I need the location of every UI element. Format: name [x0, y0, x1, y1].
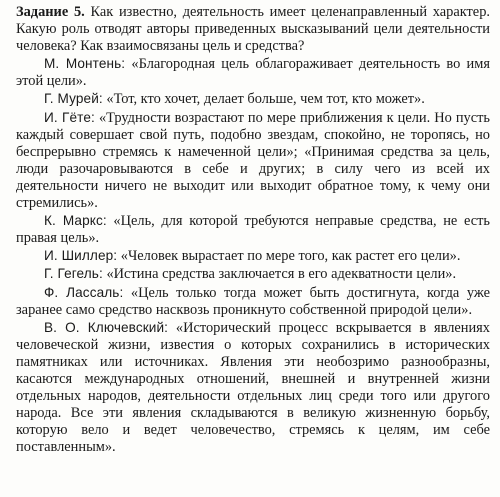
- quote-author: И. Шиллер:: [44, 248, 118, 264]
- quote-text: «Исторический процесс вскрывается в явлениях человеческой жизни, известия о которых сохранились в исторических памятниках или источниках. Явления эти необозримо разнообразны, касаются международных отношений, внешней и внутренней жизни отдельных народов, деятельности отдельных лиц среди того или другого народа. Все эти явления складываются в великую жизненную борьбу, которую вело и ведет человечество, стремясь к целям, им себе поставленным».: [16, 319, 490, 456]
- quote-author: К. Маркс:: [44, 213, 107, 229]
- quote-marx: [16, 212, 490, 247]
- quote-montaigne: [16, 55, 490, 90]
- quote-author: И. Гёте:: [44, 109, 95, 125]
- quote-text: «Человек вырастает по мере того, как растет его цели».: [120, 248, 461, 265]
- quote-text: «Истина средства заключается в его адекватности цели».: [106, 266, 457, 283]
- quote-text: «Цель только тогда может быть достигнута, когда уже заранее само средство насквозь проникнуто собственной природой цели».: [16, 284, 490, 318]
- task-paragraph: [16, 4, 490, 55]
- quote-text: «Цель, для которой требуются неправые средства, не есть правая цель».: [16, 213, 490, 247]
- quote-lassalle: [16, 284, 490, 319]
- quote-author: Г. Гегель:: [44, 266, 103, 282]
- quote-goethe: [16, 109, 490, 213]
- quote-schiller: [16, 247, 490, 265]
- quote-author: М. Монтень:: [44, 56, 126, 72]
- quote-author: Ф. Лассаль:: [44, 284, 124, 300]
- task-text: Как известно, деятельность имеет целенаправленный характер. Какую роль отводят авторы приведенных высказываний цели деятельности человека? Как взаимосвязаны цель и средства?: [16, 4, 490, 55]
- quote-text: «Благородная цель облагораживает деятельность во имя этой цели».: [16, 56, 490, 90]
- quote-text: «Тот, кто хочет, делает больше, чем тот, кто может».: [106, 91, 425, 108]
- quote-hegel: [16, 265, 490, 283]
- quote-text: «Трудности возрастают по мере приближения к цели. Но пусть каждый совершает свой путь, подобно звездам, спокойно, не торопясь, но беспрерывно стремясь к намеченной цели»; «Принимая средства за цель, люди разочаровываются в себе и других; в силу чего из всей их деятельности ничего не выходит или выходит обратное тому, к чему они стремились».: [16, 109, 490, 212]
- quote-klyuchevsky: [16, 319, 490, 457]
- quote-murey: [16, 90, 490, 108]
- task-title: Задание 5.: [16, 4, 85, 20]
- quote-author: Г. Мурей:: [44, 91, 103, 107]
- quote-author: В. О. Ключевский:: [44, 319, 169, 335]
